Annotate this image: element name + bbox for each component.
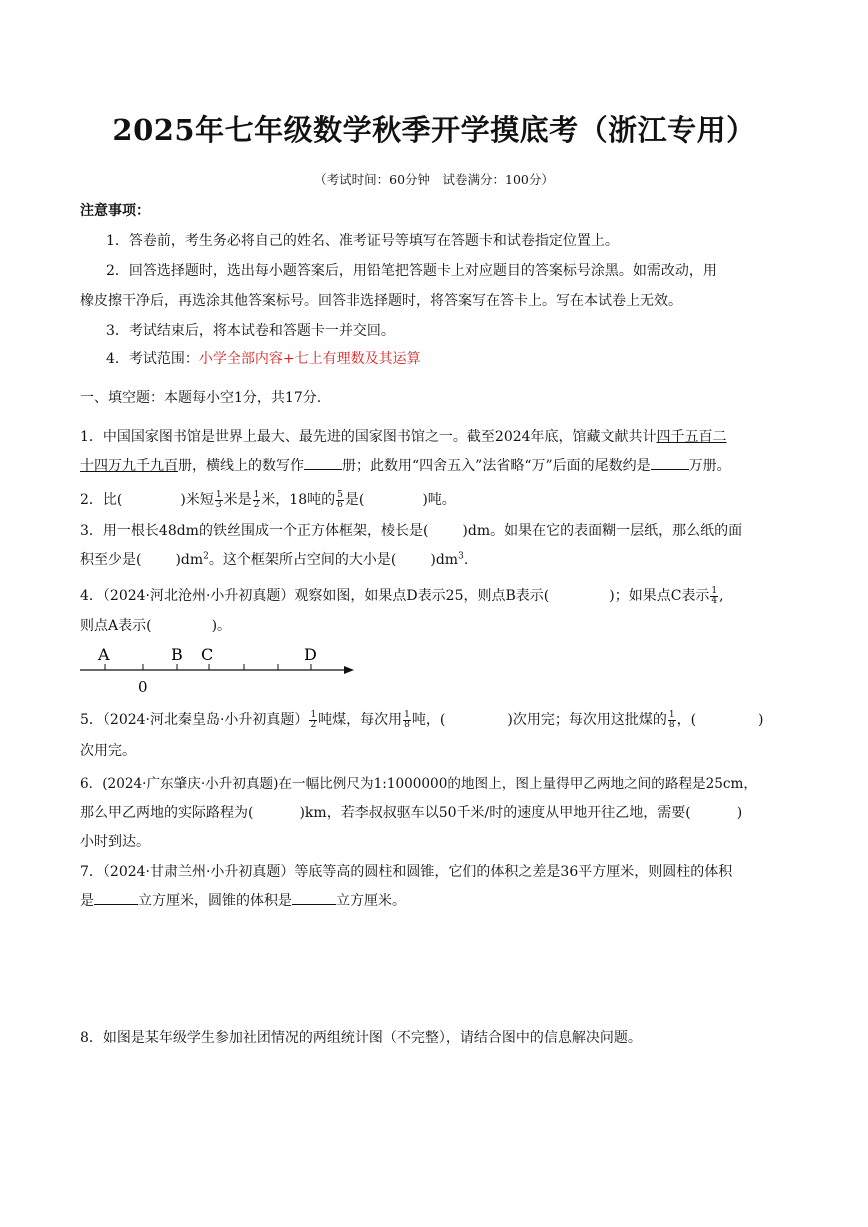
point-label-b: B [171, 645, 183, 664]
q5-text-1: 5．（2024·河北秦皇岛·小升初真题） [80, 712, 309, 728]
q5-f3-den: 8 [668, 719, 675, 730]
q4-text-2: )；如果点C表示 [609, 588, 710, 604]
q5-f3-num: 1 [668, 709, 675, 720]
q2-fraction-2 [253, 491, 261, 510]
question-3-line-2 [80, 549, 468, 569]
note-4-prefix: 4．考试范围： [106, 351, 199, 367]
notes-heading: 注意事项： [80, 203, 150, 219]
q6-text-3: ) [736, 805, 743, 821]
q4-f-num: 1 [711, 585, 718, 596]
q7-blank-1[interactable] [94, 891, 138, 905]
q5-f1-num: 1 [310, 709, 317, 720]
q2-fraction-1 [215, 491, 223, 510]
q5-text-4: )次用完；每次用这批煤的 [507, 712, 667, 728]
q1-blank-1[interactable] [304, 456, 342, 470]
question-1-line-2 [80, 455, 731, 475]
q1-underlined-number-a: 四千五百二 [656, 429, 727, 445]
note-4 [106, 348, 421, 368]
q5-fraction-2 [403, 711, 411, 730]
q1-blank-2[interactable] [651, 456, 689, 470]
q6-text-2: )km，若李叔叔驱车以50千米/时的速度从甲地开往乙地，需要( [299, 805, 691, 821]
q5-f2-den: 8 [404, 719, 410, 730]
q5-f1-den: 2 [310, 719, 317, 730]
question-4-line-1 [80, 585, 724, 606]
q2-f1-den: 3 [215, 499, 222, 510]
q5-text-3: 吨，( [411, 712, 446, 728]
q2-f2-den: 2 [253, 499, 260, 510]
q2-f1-num: 1 [215, 489, 222, 500]
q2-f2-num: 1 [253, 489, 260, 500]
q5-text-2: 吨煤，每次用 [318, 712, 403, 728]
q1-text-b3: 万册。 [688, 458, 731, 474]
q4-text-5: )。 [211, 618, 232, 634]
q2-f3-num: 5 [337, 489, 343, 500]
q2-text-1: 2．比( [80, 492, 123, 508]
zero-label: 0 [138, 678, 148, 696]
q2-text-2: )米短 [180, 492, 214, 508]
point-label-c: C [201, 645, 214, 664]
q5-text-6: ) [758, 712, 764, 728]
question-3-line-1 [80, 520, 742, 540]
question-1-line-1 [80, 426, 727, 446]
q5-fraction-3 [668, 711, 676, 730]
q5-f2-num: 1 [404, 709, 410, 720]
q4-text-1: 4．（2024·河北沧州·小升初真题）观察如图，如果点D表示25，则点B表示( [80, 588, 550, 604]
q3-text-4: )dm [175, 552, 204, 568]
page-title: 2025年七年级数学秋季开学摸底考（浙江专用） [112, 113, 756, 147]
question-7-line-1: 7．（2024·甘肃兰州·小升初真题）等底等高的圆柱和圆锥，它们的体积之差是36平方厘米，则圆柱的体积 [80, 864, 733, 880]
q1-text-b2: 册；此数用“四舍五入”法省略“万”后面的尾数约是 [342, 458, 651, 474]
q2-text-6: )吨。 [422, 492, 456, 508]
question-6-line-3: 小时到达。 [80, 834, 150, 850]
q3-sup-2: 2 [203, 551, 209, 562]
q2-text-3: 米是 [223, 492, 252, 508]
exam-info: （考试时间：60分钟 试卷满分：100分） [314, 172, 554, 187]
q4-text-3: , [719, 588, 724, 604]
question-8: 8．如图是某年级学生参加社团情况的两组统计图（不完整），请结合图中的信息解决问题。 [80, 1030, 642, 1046]
number-line-diagram [78, 640, 368, 698]
exam-scope: 小学全部内容+七上有理数及其运算 [198, 351, 421, 367]
note-2a: 2．回答选择题时，选出每小题答案后，用铅笔把答题卡上对应题目的答案标号涂黑。如需改动，用 [106, 263, 717, 279]
q4-f-den: 4 [711, 595, 718, 606]
q3-text-5: 。这个框架所占空间的大小是( [208, 552, 397, 568]
question-5-line-1 [80, 709, 764, 730]
q7-blank-2[interactable] [292, 891, 336, 905]
q3-text-7: . [463, 552, 469, 568]
q5-fraction-1 [309, 711, 317, 730]
section-heading: 一、填空题：本题每小空1分，共17分. [80, 390, 322, 406]
q2-f3-den: 6 [337, 499, 343, 510]
question-5-line-2: 次用完。 [80, 743, 136, 759]
note-1: 1．答卷前，考生务必将自己的姓名、准考证号等填写在答题卡和试卷指定位置上。 [106, 233, 619, 249]
q4-text-4: 则点A表示( [80, 618, 152, 634]
q3-text-6: )dm [430, 552, 459, 568]
q1-text-b1: 册，横线上的数写作 [178, 458, 304, 474]
number-line-ticks [105, 664, 311, 670]
q1-text: 1．中国国家图书馆是世界上最大、最先进的国家图书馆之一。截至2024年底，馆藏文献共计 [80, 429, 657, 445]
q7-text-1: 是 [80, 893, 94, 909]
q5-text-5: ，( [676, 712, 697, 728]
q7-text-2: 立方厘米，圆锥的体积是 [138, 893, 292, 909]
point-label-a: A [98, 645, 110, 664]
q4-fraction [710, 587, 718, 606]
q2-text-5: 是( [344, 492, 365, 508]
q6-text-1: 那么甲乙两地的实际路程为( [80, 805, 254, 821]
question-6-line-1: 6．(2024·广东肇庆·小升初真题)在一幅比例尺为1:1000000的地图上，图上量得甲乙两地之间的路程是25cm， [80, 776, 758, 792]
q1-underlined-number-b: 十四万九千九百 [80, 458, 178, 474]
q3-text-1: 3．用一根长48dm的铁丝围成一个正方体框架，棱长是( [80, 523, 429, 539]
question-4-line-2 [80, 615, 231, 635]
q3-text-3: 积至少是( [80, 552, 142, 568]
question-7-line-2 [80, 890, 406, 910]
point-label-d: D [304, 645, 317, 664]
note-3: 3．考试结束后，将本试卷和答题卡一并交回。 [106, 323, 395, 339]
question-2 [80, 489, 456, 510]
number-line-arrow-icon [344, 666, 354, 674]
question-6-line-2 [80, 802, 742, 822]
note-2b: 橡皮擦干净后，再选涂其他答案标号。回答非选择题时，将答案写在答卡上。写在本试卷上无效。 [80, 293, 682, 309]
q3-sup-3: 3 [458, 551, 464, 562]
q2-text-4: 米，18吨的 [261, 492, 336, 508]
q7-text-3: 立方厘米。 [336, 893, 406, 909]
q2-fraction-3 [336, 491, 344, 510]
q3-text-2: )dm。如果在它的表面糊一层纸，那么纸的面 [462, 523, 743, 539]
